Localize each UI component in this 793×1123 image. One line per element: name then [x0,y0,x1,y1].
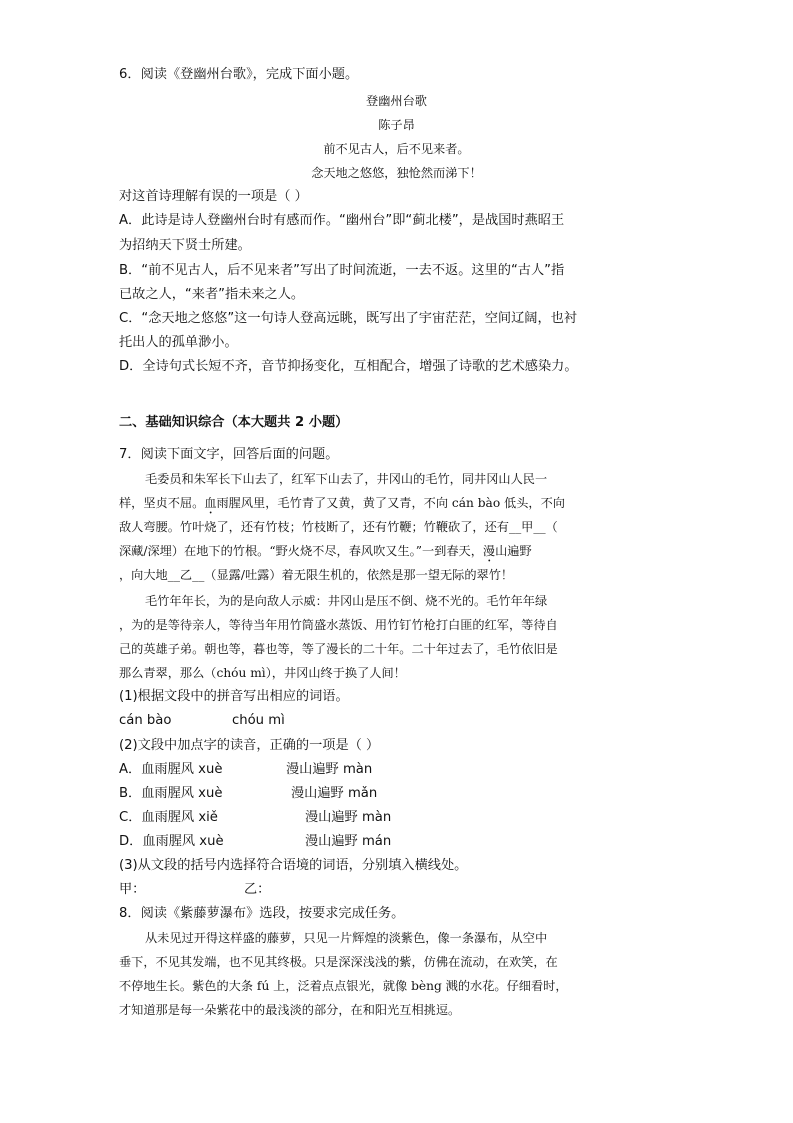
q8-line1: 从未见过开得这样盛的藤萝，只见一片辉煌的淡紫色，像一条瀑布，从空中 [145,931,548,945]
q7-p1-line5: ，向大地__乙__（显露/吐露）着无限生机的，依然是那一望无际的翠竹！ [119,568,514,582]
q6-option-a-line1: A．此诗是诗人登幽州台时有感而作。“幽州台”即“蓟北楼”，是战国时燕昭王 [119,213,565,228]
q7-p2-line3: 己的英雄子弟。朝也等，暮也等，等了漫长的二十年。二十年过去了，毛竹依旧是 [119,642,558,656]
q7-sub2-option-d-b: 漫山遍野 mán [305,834,392,849]
q7-p1-line4: 深藏/深埋）在地下的竹根。“野火烧不尽，春风吹又生。”一到春天，漫山遍野 [119,544,532,558]
section-2-heading: 二、基础知识综合（本大题共 2 小题） [119,415,349,430]
q7-p2-line1: 毛竹年年长，为的是向敌人示威：井冈山是压不倒、烧不光的。毛竹年年绿 [145,594,548,608]
q8-line2: 垂下，不见其发端，也不见其终极。只是深深浅浅的紫，仿佛在流动，在欢笑，在 [119,955,558,969]
q8-line3: 不停地生长。紫色的大条 fú 上，泛着点点银光，就像 bèng 溅的水花。仔细看时， [119,979,568,993]
q6-option-a-line2: 为招纳天下贤士所建。 [119,238,251,253]
q6-option-b-line2: 已故之人，“来者”指未来之人。 [119,287,305,302]
q7-sub2-option-a: A．血雨腥风 xuè [119,762,223,777]
q7-sub3-yi: 乙： [244,882,271,897]
q7-heading: 7．阅读下面文字，回答后面的问题。 [119,447,339,462]
dotted-char-man: 漫 [482,544,496,558]
q7-sub3: (3)从文段的括号内选择符合语境的词语，分别填入横线处。 [119,858,468,873]
q7-sub1-pinyin-2: chóu mì [232,713,285,728]
q7-sub2-option-c-b: 漫山遍野 màn [305,810,392,825]
q7-sub2-option-a-b: 漫山遍野 màn [286,762,373,777]
q7-sub1-pinyin-1: cán bào [119,713,172,728]
q6-question: 对这首诗理解有误的一项是（ ） [119,189,308,204]
poem-line-2: 念天地之悠悠，独怆然而涕下！ [311,166,482,180]
poem-title: 登幽州台歌 [366,94,427,108]
q7-sub2-option-d: D．血雨腥风 xuè [119,834,224,849]
q7-sub2-option-c: C．血雨腥风 xiě [119,810,218,825]
q7-p2-line4: 那么青翠，那么（chóu mì），井冈山终于换了人间！ [119,666,406,680]
q6-option-c-line2: 托出人的孤单渺小。 [119,335,238,350]
q7-p1-line1: 毛委员和朱军长下山去了，红军下山去了，井冈山的毛竹，同井冈山人民一 [145,472,548,486]
q7-p1-line3: 敌人弯腰。竹叶烧了，还有竹枝；竹枝断了，还有竹鞭；竹鞭砍了，还有__甲__（ [119,520,558,534]
q7-sub1: (1)根据文段中的拼音写出相应的词语。 [119,689,349,704]
q7-p1-line2: 样，坚贞不屈。血雨腥风里，毛竹青了又黄，黄了又青，不向 cán bào 低头，不向 [119,496,565,510]
poem-author: 陈子昂 [378,118,415,132]
q6-option-c-line1: C．“念天地之悠悠”这一句诗人登高远眺，既写出了宇宙茫茫，空间辽阔，也衬 [119,311,578,326]
poem-line-1: 前不见古人，后不见来者。 [323,142,470,156]
q6-option-d: D．全诗句式长短不齐，音节抑扬变化，互相配合，增强了诗歌的艺术感染力。 [119,359,578,374]
q8-line4: 才知道那是每一朵紫花中的最浅淡的部分，在和阳光互相挑逗。 [119,1003,461,1017]
q7-sub2-option-b: B．血雨腥风 xuè [119,786,223,801]
q7-p2-line2: ，为的是等待亲人，等待当年用竹筒盛水蒸饭、用竹钉竹枪打白匪的红军，等待自 [119,618,558,632]
q7-sub2: (2)文段中加点字的读音，正确的一项是（ ） [119,738,380,753]
q8-heading: 8．阅读《紫藤萝瀑布》选段，按要求完成任务。 [119,906,405,921]
q6-heading: 6．阅读《登幽州台歌》，完成下面小题。 [119,67,359,82]
dotted-char-xue: 血 [204,496,217,510]
q6-option-b-line1: B．“前不见古人，后不见来者”写出了时间流逝，一去不返。这里的“古人”指 [119,263,565,278]
q7-sub3-jia: 甲： [119,882,146,897]
q7-sub2-option-b-b: 漫山遍野 mǎn [291,786,378,801]
